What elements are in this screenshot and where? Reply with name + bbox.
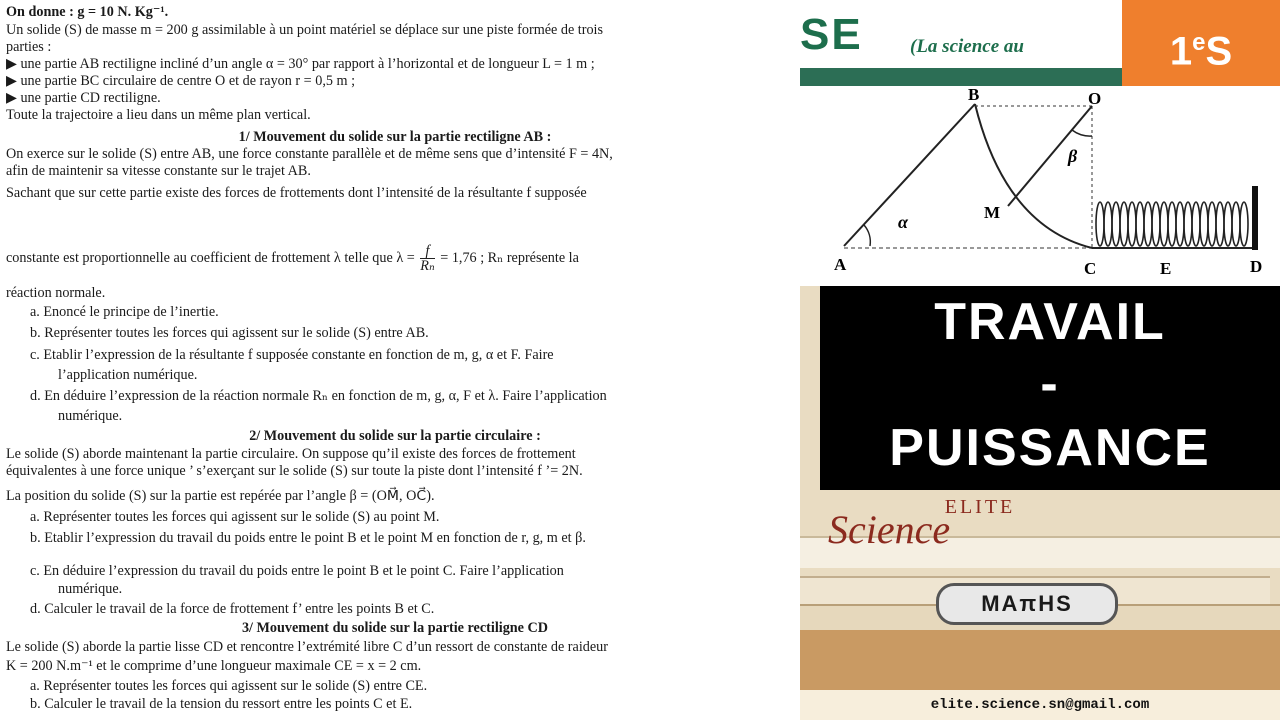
- fraction-denominator: Rₙ: [420, 258, 435, 274]
- alpha-arc: [864, 225, 870, 246]
- logo-maths-badge: MAπHS: [936, 583, 1118, 625]
- spring-coil: [1216, 202, 1224, 246]
- spring-coil: [1200, 202, 1208, 246]
- fraction-numerator: f: [420, 244, 434, 259]
- question-item: c. En déduire l’expression du travail du poids entre le point B et le point C. Faire l’application: [30, 563, 564, 579]
- logo-science-text: Science: [828, 507, 951, 552]
- spring-coil: [1208, 202, 1216, 246]
- question-item: c. Etablir l’expression de la résultante f supposée constante en fonction de m, g, α et F. Faire: [30, 347, 554, 363]
- section-heading: 3/ Mouvement du solide sur la partie rectiligne CD: [241, 620, 549, 636]
- lambda-after: = 1,76 ; Rₙ représente la: [436, 249, 579, 266]
- question-item: a. Représenter toutes les forces qui agissent sur le solide (S) au point M.: [30, 509, 440, 525]
- beta-arc: [1072, 130, 1092, 136]
- label-alpha: α: [898, 212, 908, 232]
- question-item: b. Représenter toutes les forces qui agissent sur le solide (S) entre AB.: [30, 325, 429, 341]
- section-heading: 2/ Mouvement du solide sur la partie circulaire :: [249, 428, 541, 444]
- text-line: équivalentes à une force unique ’ s’exerçant sur le solide (S) sur toute la piste dont l’intensité f ’= 2N.: [6, 463, 583, 479]
- text-line: Le solide (S) aborde maintenant la partie circulaire. On suppose qu’il existe des forces de frottement: [6, 446, 576, 462]
- spring-coil: [1120, 202, 1128, 246]
- text-line: numérique.: [58, 581, 123, 597]
- spring-coil: [1240, 202, 1248, 246]
- text-line: On donne : g = 10 N. Kg⁻¹.: [6, 4, 169, 20]
- spring-coil: [1144, 202, 1152, 246]
- title-line-2: -: [1040, 355, 1060, 413]
- title-line-3: PUISSANCE: [889, 419, 1211, 477]
- spring-coil: [1136, 202, 1144, 246]
- wall: [1252, 186, 1258, 250]
- question-item: a. Enoncé le principe de l’inertie.: [30, 304, 219, 320]
- label-a: A: [834, 255, 847, 274]
- lambda-fraction: [420, 244, 434, 273]
- spring-coil: [1152, 202, 1160, 246]
- section-heading: 1/ Mouvement du solide sur la partie rectiligne AB :: [238, 129, 552, 145]
- text-line: K = 200 N.m⁻¹ et le comprime d’une longueur maximale CE = x = 2 cm.: [6, 658, 422, 674]
- contact-email: elite.science.sn@gmail.com: [800, 690, 1280, 720]
- spring-coil: [1176, 202, 1184, 246]
- text-line: Toute la trajectoire a lieu dans un même plan vertical.: [6, 107, 311, 123]
- spring-coil: [1224, 202, 1232, 246]
- text-line: afin de maintenir sa vitesse constante sur le trajet AB.: [6, 163, 311, 179]
- thumbnail-panel: [800, 0, 1280, 720]
- question-item: b. Etablir l’expression du travail du poids entre le point B et le point M en fonction de r, g, m et β.: [30, 530, 586, 546]
- text-line: ▶ une partie CD rectiligne.: [6, 90, 161, 106]
- label-beta: β: [1068, 146, 1078, 166]
- lambda-definition-line: [6, 244, 579, 273]
- label-c: C: [1084, 259, 1097, 278]
- text-line: numérique.: [58, 408, 123, 424]
- text-line: réaction normale.: [6, 285, 106, 301]
- text-line: ▶ une partie BC circulaire de centre O et de rayon r = 0,5 m ;: [6, 73, 356, 89]
- question-item: a. Représenter toutes les forces qui agissent sur le solide (S) entre CE.: [30, 678, 428, 694]
- segment-ab: [844, 104, 975, 246]
- spring-coil: [1192, 202, 1200, 246]
- track-diagram-svg: [800, 86, 1280, 286]
- text-line: Sachant que sur cette partie existe des forces de frottements dont l’intensité de la résultante f supposée: [6, 185, 587, 201]
- spring-coil: [1232, 202, 1240, 246]
- label-b: B: [968, 86, 980, 104]
- level-badge: [1122, 0, 1280, 86]
- logo-elite-text: ELITE: [944, 496, 1016, 518]
- text-line: ▶ une partie AB rectiligne incliné d’un angle α = 30° par rapport à l’horizontal et de longueur L = 1 m ;: [6, 56, 595, 72]
- question-item: b. Calculer le travail de la tension du ressort entre les points C et E.: [30, 696, 413, 712]
- title-box: [820, 286, 1280, 490]
- spring-coil: [1160, 202, 1168, 246]
- label-o: O: [1088, 89, 1102, 108]
- banner-logo-text: SE: [800, 10, 863, 59]
- level-end: S: [1205, 29, 1233, 74]
- level-sup: e: [1192, 29, 1206, 56]
- spring: [1096, 202, 1248, 246]
- spring-coil: [1112, 202, 1120, 246]
- text-line: Le solide (S) aborde la partie lisse CD et rencontre l’extrémité libre C d’un ressort de constante de raideur: [6, 639, 608, 655]
- title-line-1: TRAVAIL: [934, 293, 1166, 351]
- text-line: La position du solide (S) sur la partie est repérée par l’angle β = (OM⃗, OC⃗).: [6, 488, 435, 504]
- text-line: Un solide (S) de masse m = 200 g assimilable à un point matériel se déplace sur une piste formée de trois: [6, 22, 604, 38]
- lambda-before: constante est proportionnelle au coefficient de frottement λ telle que λ =: [6, 249, 419, 266]
- spring-coil: [1096, 202, 1104, 246]
- spring-coil: [1168, 202, 1176, 246]
- spring-coil: [1184, 202, 1192, 246]
- text-line: On exerce sur le solide (S) entre AB, une force constante parallèle et de même sens que d’intensité F = 4N,: [6, 146, 613, 162]
- spring-coil: [1128, 202, 1136, 246]
- text-line: parties :: [6, 39, 52, 55]
- text-line: l’application numérique.: [58, 367, 198, 383]
- spring-coil: [1104, 202, 1112, 246]
- level-base: 1: [1169, 29, 1193, 74]
- label-m: M: [984, 203, 1001, 222]
- track-diagram: [800, 86, 1280, 286]
- wooden-table: [800, 630, 1280, 690]
- radius-om: [1008, 106, 1092, 206]
- question-item: d. Calculer le travail de la force de frottement f’ entre les points B et C.: [30, 601, 435, 617]
- label-d: D: [1250, 257, 1263, 276]
- label-e: E: [1160, 259, 1172, 278]
- question-item: d. En déduire l’expression de la réaction normale Rₙ en fonction de m, g, α, F et λ. Faire l’application: [30, 388, 607, 404]
- banner-tagline: (La science au: [910, 36, 1024, 57]
